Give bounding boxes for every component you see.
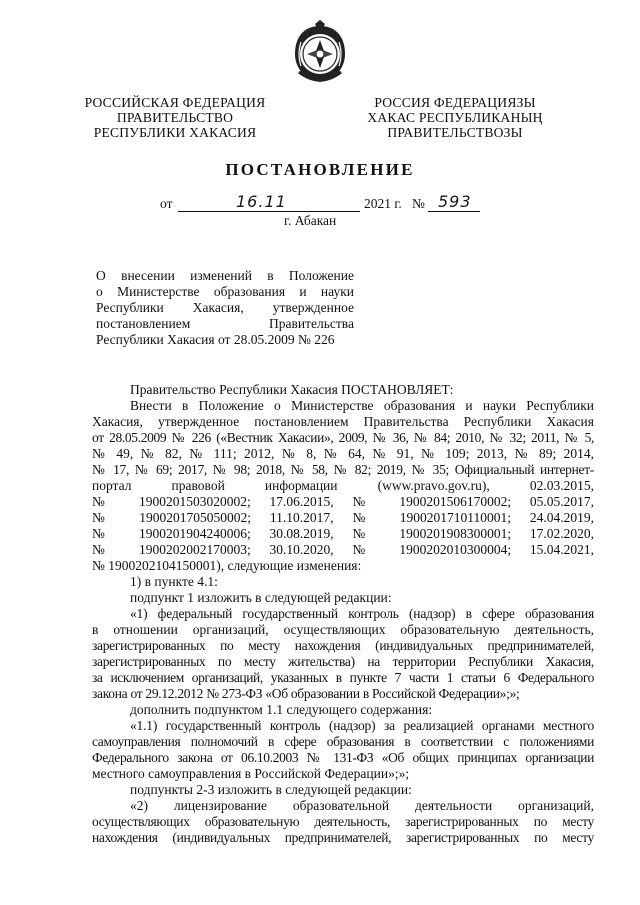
body-line: зарегистрированных по месту жительства) на территории Республики Хакасия, — [92, 654, 594, 669]
body-line: за исключением организаций, указанных в пункте 7 части 1 статьи 6 Федерального — [92, 670, 594, 685]
date-prefix: от — [160, 196, 173, 211]
body-line: зарегистрированных по месту нахождения (индивидуальных предпринимателей, — [92, 638, 594, 653]
body-line: подпункт 1 изложить в следующей редакции: — [130, 590, 392, 605]
body-line: осуществляющих образовательную деятельность, зарегистрированных по месту — [92, 814, 594, 829]
body-line: самоуправления полномочий в сфере образования в соответствии с положениями — [92, 734, 594, 749]
year-text: 2021 г. — [364, 196, 402, 211]
body-line: закона от 29.12.2012 № 273-ФЗ «Об образовании в Российской Федерации»;»; — [92, 686, 520, 701]
subject-line: Республики Хакасия, утвержденное — [96, 300, 354, 315]
body-line: «1) федеральный государственный контроль (надзор) в сфере образования — [130, 606, 594, 621]
body-line: № 1900201705050002; 11.10.2017, № 1900201710110001; 24.04.2019, — [92, 510, 594, 525]
body-line: Хакасия, утвержденное постановлением Правительства Республики Хакасия — [92, 414, 594, 429]
body-line: № 17, № 69; 2017, № 98; 2018, № 58, № 82; 2019, № 35; Официальный интернет- — [92, 462, 594, 477]
header-right-line: ХАКАС РЕСПУБЛИКАНЫҢ — [367, 110, 543, 125]
body-line: 1) в пункте 4.1: — [130, 574, 218, 589]
body-line: № 49, № 82, № 111; 2012, № 8, № 64, № 91, № 109; 2013, № 89; 2014, — [92, 446, 594, 461]
subject-line: О внесении изменений в Положение — [96, 268, 354, 283]
body-line: № 1900202002170003; 30.10.2020, № 1900202010300004; 15.04.2021, — [92, 542, 594, 557]
body-line: Правительство Республики Хакасия ПОСТАНОВЛЯЕТ: — [130, 382, 454, 397]
body-line: в отношении организаций, осуществляющих образовательную деятельность, — [92, 622, 594, 637]
document-title: ПОСТАНОВЛЕНИЕ — [225, 160, 415, 179]
body-line: подпункты 2-3 изложить в следующей редакции: — [130, 782, 412, 797]
number-underline — [428, 211, 480, 212]
header-right-line: РОССИЯ ФЕДЕРАЦИЯЗЫ — [374, 95, 536, 110]
subject-line: постановлением Правительства — [96, 316, 354, 331]
body-line: № 1900201503020002; 17.06.2015, № 1900201506170002; 05.05.2017, — [92, 494, 594, 509]
body-line: «1.1) государственный контроль (надзор) за реализацией органами местного — [130, 718, 594, 733]
header-left-line: ПРАВИТЕЛЬСТВО — [116, 110, 234, 125]
body-line: Федерального закона от 06.10.2003 № 131-ФЗ «Об общих принципах организации — [92, 750, 594, 765]
number-handwritten: 593 — [438, 192, 472, 211]
body-line: № 1900202104150001), следующие изменения: — [92, 558, 362, 573]
header-left-ru — [80, 95, 270, 140]
body-line: № 1900201904240006; 30.08.2019, № 1900201908300001; 17.02.2020, — [92, 526, 594, 541]
body-line: дополнить подпунктом 1.1 следующего содержания: — [130, 702, 433, 717]
date-underline — [178, 211, 360, 212]
header-right-kjh — [360, 95, 550, 140]
coat-of-arms-emblem — [289, 20, 351, 86]
body-line: портал правовой информации (www.pravo.gov.ru), 02.03.2015, — [92, 478, 594, 493]
header-left-line: РОССИЙСКАЯ ФЕДЕРАЦИЯ — [84, 95, 266, 110]
body-line: Внести в Положение о Министерстве образования и науки Республики — [130, 398, 594, 413]
subject-line: Республики Хакасия от 28.05.2009 № 226 — [96, 332, 335, 347]
document-body — [92, 382, 594, 846]
number-sign: № — [412, 196, 425, 211]
date-handwritten: 16.11 — [236, 192, 287, 211]
city-label: г. Абакан — [284, 213, 337, 228]
subject-block — [96, 268, 354, 348]
body-line: местного самоуправления в Российской Федерации»;»; — [92, 766, 410, 781]
header-left-line: РЕСПУБЛИКИ ХАКАСИЯ — [93, 125, 257, 140]
header-right-line: ПРАВИТЕЛЬСТВОЗЫ — [387, 125, 523, 140]
body-line: от 28.05.2009 № 226 («Вестник Хакасии», 2009, № 36, № 84; 2010, № 32; 2011, № 5, — [92, 430, 594, 445]
body-line: нахождения (индивидуальных предпринимателей, зарегистрированных по месту — [92, 830, 594, 845]
body-line: «2) лицензирование образовательной деятельности организаций, — [130, 798, 594, 813]
subject-line: о Министерстве образования и науки — [96, 284, 354, 299]
